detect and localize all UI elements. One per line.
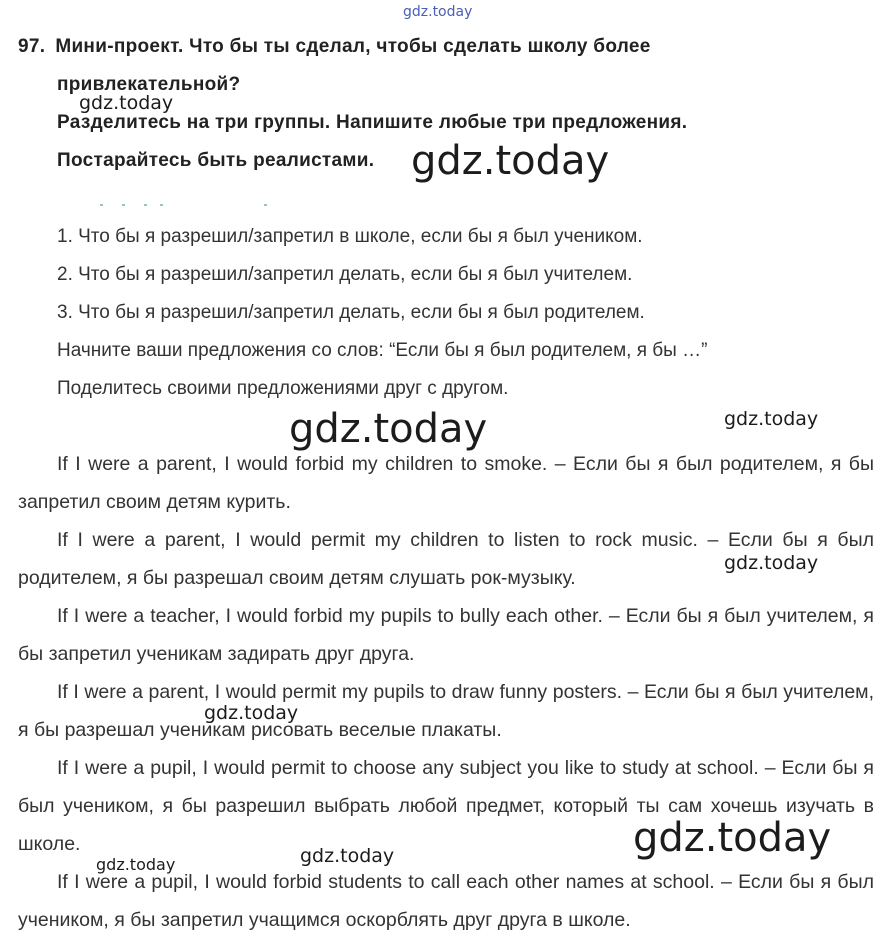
- watermark: gdz.today: [724, 408, 819, 430]
- answer-paragraph-5: If I were a pupil, I would permit to choose any subject you like to study at school. – Если бы я был учеником, я бы разрешил выбрать любой предмет, который ты сам хочешь изучать в школе.: [18, 757, 874, 855]
- start-phrase: Начните ваши предложения со слов: “Если бы я был родителем, я бы …”: [57, 340, 708, 361]
- answer-paragraph-6: If I were a pupil, I would forbid students to call each other names at school. – Если бы я был учеником, я бы запретил учащимся оскорблять друг друга в школе.: [18, 871, 874, 931]
- task-instruction-line1: Разделитесь на три группы. Напишите любые три предложения.: [57, 112, 688, 133]
- share-phrase: Поделитесь своими предложениями друг с другом.: [57, 378, 509, 399]
- watermark: gdz.today: [724, 552, 819, 574]
- answer-paragraph-1: If I were a parent, I would forbid my children to smoke. – Если бы я был родителем, я бы запретил своим детям курить.: [18, 453, 874, 513]
- watermark: gdz.today: [96, 855, 176, 874]
- task-heading: [18, 28, 874, 66]
- watermark-large: gdz.today: [289, 406, 488, 452]
- watermark-large: gdz.today: [411, 138, 610, 184]
- scan-dots-decoration: [100, 204, 280, 208]
- answer-paragraph-3: If I were a teacher, I would forbid my pupils to bully each other. – Если бы я был учителем, я бы запретил ученикам задирать друг друга.: [18, 605, 874, 665]
- question-item-1: 1. Что бы я разрешил/запретил в школе, если бы я был учеником.: [57, 226, 643, 247]
- task-title-line1: Мини-проект. Что бы ты сделал, чтобы сделать школу более: [55, 36, 651, 57]
- answer-paragraph-2: If I were a parent, I would permit my children to listen to rock music. – Если бы я был родителем, я бы разрешал своим детям слушать рок-музыку.: [18, 529, 874, 589]
- question-item-2: 2. Что бы я разрешил/запретил делать, если бы я был учителем.: [57, 264, 633, 285]
- watermark-top: gdz.today: [403, 4, 473, 20]
- question-item-3: 3. Что бы я разрешил/запретил делать, если бы я был родителем.: [57, 302, 645, 323]
- watermark-large: gdz.today: [633, 815, 832, 861]
- answer-paragraph-4: If I were a parent, I would permit my pupils to draw funny posters. – Если бы я был учителем, я бы разрешал ученикам рисовать веселые плакаты.: [18, 681, 874, 741]
- task-instruction-line2: Постарайтесь быть реалистами.: [57, 150, 375, 171]
- task-title-line2: привлекательной?: [57, 74, 241, 95]
- watermark: gdz.today: [204, 702, 299, 724]
- task-number: 97.: [18, 36, 46, 57]
- watermark: gdz.today: [79, 92, 174, 114]
- watermark: gdz.today: [300, 845, 395, 867]
